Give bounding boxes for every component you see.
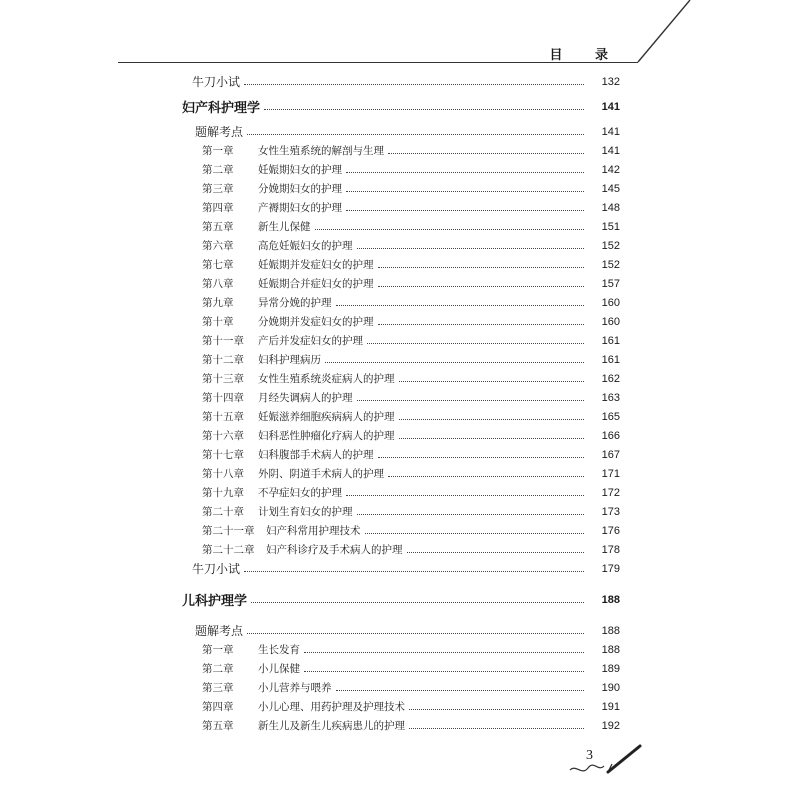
subject-title: 儿科护理学: [182, 594, 248, 609]
entry-title: 题解考点: [195, 624, 244, 638]
entry-page: 165: [601, 410, 620, 423]
toc-chapter-entry[interactable]: [150, 141, 620, 160]
chapter-title: 生长发育: [258, 644, 300, 656]
chapter-number: 第十五章: [202, 411, 244, 423]
entry-page: 142: [601, 163, 620, 176]
toc-chapter-entry[interactable]: [150, 716, 620, 735]
entry-page: 160: [601, 315, 620, 328]
chapter-title: 高危妊娠妇女的护理: [258, 240, 353, 252]
chapter-number: 第三章: [202, 183, 234, 195]
chapter-number: 第十章: [202, 316, 234, 328]
dot-leader: [357, 400, 585, 401]
entry-page: 141: [601, 100, 620, 113]
subject-title: 妇产科护理学: [182, 101, 261, 116]
dot-leader: [388, 153, 584, 154]
toc-chapter-entry[interactable]: [150, 255, 620, 274]
pen-scribble-icon: [568, 742, 648, 782]
chapter-title: 新生儿保健: [258, 221, 311, 233]
chapter-number: 第一章: [202, 644, 234, 656]
dot-leader: [409, 728, 584, 729]
entry-page: 188: [601, 593, 620, 606]
chapter-title: 妊娠期并发症妇女的护理: [258, 259, 374, 271]
chapter-title: 产后并发症妇女的护理: [258, 335, 363, 347]
chapter-number: 第四章: [202, 202, 234, 214]
entry-page: 190: [601, 681, 620, 694]
chapter-number: 第八章: [202, 278, 234, 290]
entry-page: 163: [601, 391, 620, 404]
toc-chapter-entry[interactable]: [150, 407, 620, 426]
chapter-number: 第二章: [202, 663, 234, 675]
dot-leader: [409, 709, 584, 710]
toc-chapter-entry[interactable]: [150, 640, 620, 659]
toc-subject-pediatrics[interactable]: [150, 590, 620, 609]
toc-chapter-entry[interactable]: [150, 160, 620, 179]
chapter-number: 第二十章: [202, 506, 244, 518]
chapter-number: 第十三章: [202, 373, 244, 385]
toc-chapter-entry[interactable]: [150, 659, 620, 678]
toc-subject-gynecology[interactable]: [150, 97, 620, 116]
entry-page: 148: [601, 201, 620, 214]
toc-chapter-entry[interactable]: [150, 293, 620, 312]
chapter-title: 妊娠期妇女的护理: [258, 164, 342, 176]
toc-chapter-entry[interactable]: [150, 483, 620, 502]
dot-leader: [388, 476, 584, 477]
chapter-number: 第一章: [202, 145, 234, 157]
dot-leader: [378, 324, 585, 325]
entry-page: 189: [601, 662, 620, 675]
chapter-title: 外阴、阴道手术病人的护理: [258, 468, 384, 480]
toc-topic[interactable]: [150, 122, 620, 141]
dot-leader: [315, 229, 585, 230]
toc-chapter-entry[interactable]: [150, 217, 620, 236]
chapter-number: 第十四章: [202, 392, 244, 404]
chapter-title: 妊娠期合并症妇女的护理: [258, 278, 374, 290]
entry-page: 162: [601, 372, 620, 385]
dot-leader: [399, 381, 585, 382]
dot-leader: [378, 286, 585, 287]
chapter-title: 计划生育妇女的护理: [258, 506, 353, 518]
chapter-title: 妇产科诊疗及手术病人的护理: [266, 544, 403, 556]
entry-page: 161: [601, 334, 620, 347]
dot-leader: [367, 343, 584, 344]
toc-chapter-entry[interactable]: [150, 540, 620, 559]
chapter-title: 妊娠滋养细胞疾病病人的护理: [258, 411, 395, 423]
dot-leader: [304, 652, 584, 653]
entry-title: 题解考点: [195, 125, 244, 139]
toc-chapter-entry[interactable]: [150, 388, 620, 407]
chapter-number: 第五章: [202, 221, 234, 233]
page-number: 3: [586, 748, 593, 763]
chapter-number: 第十九章: [202, 487, 244, 499]
toc-chapter-entry[interactable]: [150, 678, 620, 697]
entry-page: 161: [601, 353, 620, 366]
chapter-number: 第十八章: [202, 468, 244, 480]
chapter-title: 妇科护理病历: [258, 354, 321, 366]
entry-page: 151: [601, 220, 620, 233]
dot-leader: [407, 552, 585, 553]
entry-page: 141: [601, 125, 620, 138]
dot-leader: [244, 571, 584, 572]
chapter-number: 第九章: [202, 297, 234, 309]
toc-chapter-entry[interactable]: [150, 369, 620, 388]
dot-leader: [346, 191, 584, 192]
chapter-title: 月经失调病人的护理: [258, 392, 353, 404]
chapter-title: 妇科腹部手术病人的护理: [258, 449, 374, 461]
entry-page: 152: [601, 239, 620, 252]
chapter-title: 小儿心理、用药护理及护理技术: [258, 701, 405, 713]
entry-page: 191: [601, 700, 620, 713]
entry-page: 176: [601, 524, 620, 537]
entry-page: 179: [601, 562, 620, 575]
entry-page: 172: [601, 486, 620, 499]
dot-leader: [346, 210, 584, 211]
entry-page: 141: [601, 144, 620, 157]
chapter-number: 第六章: [202, 240, 234, 252]
entry-page: 188: [601, 624, 620, 637]
chapter-number: 第三章: [202, 682, 234, 694]
chapter-number: 第七章: [202, 259, 234, 271]
chapter-title: 分娩期妇女的护理: [258, 183, 342, 195]
toc-chapter-entry[interactable]: [150, 426, 620, 445]
entry-page: 192: [601, 719, 620, 732]
entry-page: 160: [601, 296, 620, 309]
chapter-title: 妇科恶性肿瘤化疗病人的护理: [258, 430, 395, 442]
entry-page: 132: [601, 75, 620, 88]
dot-leader: [251, 602, 584, 603]
toc-chapter-entry[interactable]: [150, 312, 620, 331]
entry-page: 157: [601, 277, 620, 290]
dot-leader: [346, 495, 584, 496]
chapter-title: 小儿保健: [258, 663, 300, 675]
chapter-number: 第五章: [202, 720, 234, 732]
chapter-title: 产褥期妇女的护理: [258, 202, 342, 214]
toc-chapter-entry[interactable]: [150, 350, 620, 369]
chapter-title: 分娩期并发症妇女的护理: [258, 316, 374, 328]
chapter-number: 第十一章: [202, 335, 244, 347]
toc-entry-closing[interactable]: [150, 559, 620, 578]
dot-leader: [325, 362, 584, 363]
toc-chapter-entry[interactable]: [150, 331, 620, 350]
chapter-number: 第四章: [202, 701, 234, 713]
entry-page: 145: [601, 182, 620, 195]
chapter-title: 新生儿及新生儿疾病患儿的护理: [258, 720, 405, 732]
chapter-title: 不孕症妇女的护理: [258, 487, 342, 499]
chapter-number: 第二章: [202, 164, 234, 176]
entry-page: 167: [601, 448, 620, 461]
chapter-number: 第二十一章: [202, 525, 255, 537]
dot-leader: [336, 305, 585, 306]
chapter-number: 第二十二章: [202, 544, 255, 556]
dot-leader: [399, 419, 585, 420]
dot-leader: [304, 671, 584, 672]
entry-title: 牛刀小试: [192, 562, 241, 576]
chapter-number: 第十七章: [202, 449, 244, 461]
toc-chapter-entry[interactable]: [150, 464, 620, 483]
toc-chapter-entry[interactable]: [150, 502, 620, 521]
dot-leader: [244, 84, 584, 85]
toc-topic[interactable]: [150, 621, 620, 640]
entry-title: 牛刀小试: [192, 75, 241, 89]
entry-page: 178: [601, 543, 620, 556]
dot-leader: [264, 109, 584, 110]
toc-entry-intro[interactable]: [150, 72, 620, 91]
chapter-number: 第十二章: [202, 354, 244, 366]
table-of-contents: [150, 72, 620, 735]
dot-leader: [365, 533, 585, 534]
page-title: 目 录: [549, 48, 622, 63]
dot-leader: [378, 267, 585, 268]
chapter-title: 妇产科常用护理技术: [266, 525, 361, 537]
chapter-list: [150, 640, 620, 735]
toc-chapter-entry[interactable]: [150, 179, 620, 198]
dot-leader: [399, 438, 585, 439]
chapter-title: 异常分娩的护理: [258, 297, 332, 309]
chapter-number: 第十六章: [202, 430, 244, 442]
toc-chapter-entry[interactable]: [150, 521, 620, 540]
entry-page: 188: [601, 643, 620, 656]
dot-leader: [357, 248, 585, 249]
entry-page: 171: [601, 467, 620, 480]
toc-chapter-entry[interactable]: [150, 236, 620, 255]
dot-leader: [336, 690, 585, 691]
corner-decoration: [600, 0, 800, 70]
chapter-title: 女性生殖系统的解剖与生理: [258, 145, 384, 157]
dot-leader: [378, 457, 585, 458]
dot-leader: [247, 134, 584, 135]
dot-leader: [346, 172, 584, 173]
entry-page: 166: [601, 429, 620, 442]
toc-chapter-entry[interactable]: [150, 445, 620, 464]
toc-chapter-entry[interactable]: [150, 198, 620, 217]
toc-chapter-entry[interactable]: [150, 697, 620, 716]
dot-leader: [247, 633, 584, 634]
chapter-list: [150, 141, 620, 559]
entry-page: 173: [601, 505, 620, 518]
chapter-title: 女性生殖系统炎症病人的护理: [258, 373, 395, 385]
chapter-title: 小儿营养与喂养: [258, 682, 332, 694]
entry-page: 152: [601, 258, 620, 271]
toc-chapter-entry[interactable]: [150, 274, 620, 293]
dot-leader: [357, 514, 585, 515]
